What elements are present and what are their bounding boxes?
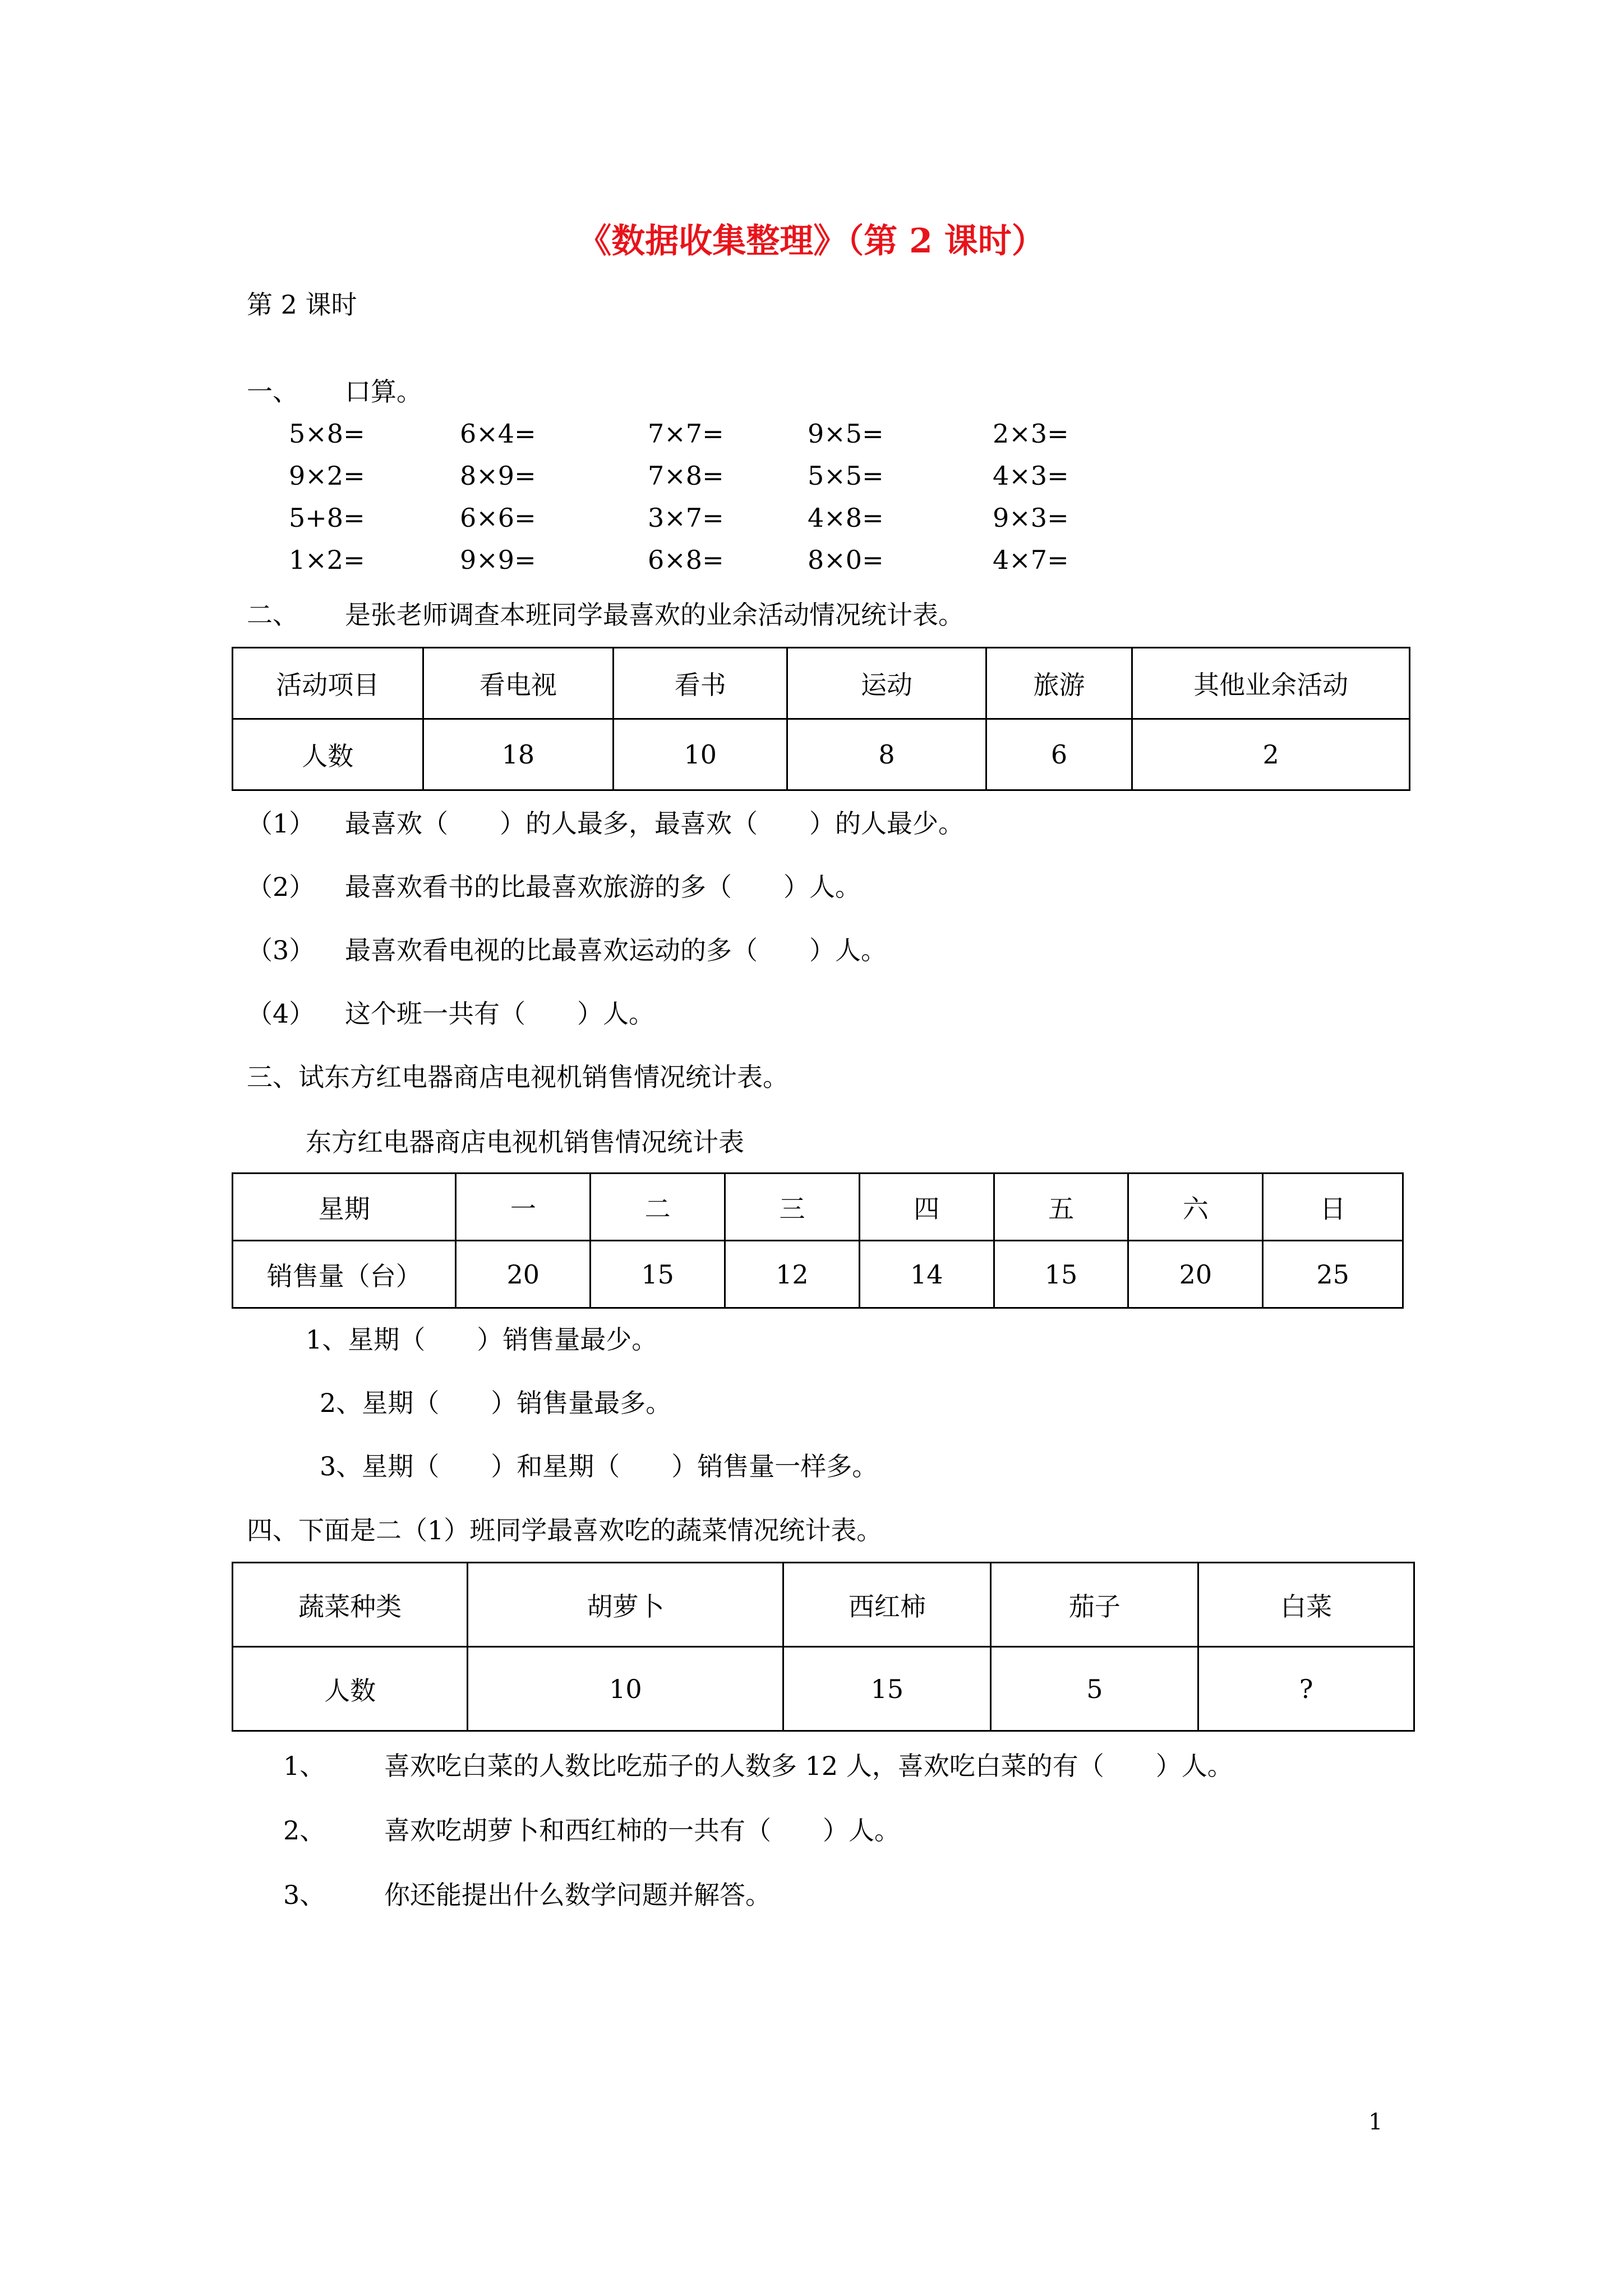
section2-number: 二、 (247, 600, 298, 630)
lesson-label: 第 2 课时 (247, 289, 357, 320)
table-cell: 25 (1263, 1241, 1403, 1308)
question-text: 这个班一共有（ ）人。 (345, 999, 654, 1029)
table-cell: 人数 (233, 719, 423, 790)
problem: 8×0= (808, 545, 884, 575)
problem: 4×8= (808, 503, 884, 533)
question-number: 1、 (283, 1751, 326, 1781)
question-number: （3） (247, 935, 315, 965)
table-cell: 10 (614, 719, 787, 790)
table-header-cell: 胡萝卜 (468, 1563, 783, 1647)
table-header-cell: 西红柿 (783, 1563, 991, 1647)
section1-heading: 口算。 (345, 376, 422, 407)
table-header-cell: 四 (859, 1174, 994, 1241)
problem: 6×4= (460, 418, 536, 449)
table-cell: 15 (591, 1241, 725, 1308)
problem: 7×8= (648, 461, 724, 491)
table-header-cell: 其他业余活动 (1132, 648, 1410, 719)
question-text: 最喜欢（ ）的人最多，最喜欢（ ）的人最少。 (345, 808, 964, 839)
problem: 8×9= (460, 461, 536, 491)
question-number: 2、 (283, 1815, 326, 1846)
question-text: 最喜欢看书的比最喜欢旅游的多（ ）人。 (345, 872, 861, 902)
problem: 5×8= (289, 418, 365, 449)
problem: 4×3= (993, 461, 1069, 491)
question-number: 3、 (283, 1880, 326, 1910)
section2-heading: 是张老师调查本班同学最喜欢的业余活动情况统计表。 (345, 600, 964, 630)
question-text: 你还能提出什么数学问题并解答。 (384, 1880, 771, 1910)
table-cell: 20 (456, 1241, 591, 1308)
question-number: （1） (247, 808, 315, 839)
table-cell: 15 (994, 1241, 1128, 1308)
page-title: 《数据收集整理》（第 2 课时） (578, 222, 1045, 261)
problem: 5×5= (808, 461, 884, 491)
table-cell: 销售量（台） (233, 1241, 456, 1308)
table-cell: ? (1198, 1647, 1414, 1731)
table-header-cell: 看书 (614, 648, 787, 719)
problem: 9×3= (993, 503, 1069, 533)
table-header-cell: 旅游 (986, 648, 1132, 719)
problem: 5+8= (289, 503, 365, 533)
question-text: 最喜欢看电视的比最喜欢运动的多（ ）人。 (345, 935, 887, 965)
table-header-cell: 茄子 (991, 1563, 1198, 1647)
table-cell: 18 (423, 719, 614, 790)
problem: 4×7= (993, 545, 1069, 575)
table-cell: 20 (1128, 1241, 1263, 1308)
table-header-cell: 运动 (787, 648, 986, 719)
section1-number: 一、 (247, 376, 298, 407)
problem: 9×5= (808, 418, 884, 449)
table-header-cell: 白菜 (1198, 1563, 1414, 1647)
question-text: 喜欢吃白菜的人数比吃茄子的人数多 12 人，喜欢吃白菜的有（ ）人。 (384, 1751, 1233, 1781)
problem: 6×8= (648, 545, 724, 575)
problem: 9×9= (460, 545, 536, 575)
section3-heading: 三、试东方红电器商店电视机销售情况统计表。 (247, 1062, 789, 1092)
table-cell: 6 (986, 719, 1132, 790)
tv-sales-table (232, 1172, 1404, 1309)
problem: 2×3= (993, 418, 1069, 449)
vegetable-table (232, 1562, 1415, 1732)
activity-table (232, 647, 1410, 791)
table-header-cell: 一 (456, 1174, 591, 1241)
table-cell: 10 (468, 1647, 783, 1731)
problem: 1×2= (289, 545, 365, 575)
table-cell: 人数 (233, 1647, 468, 1731)
table-cell: 2 (1132, 719, 1410, 790)
question-number: （4） (247, 999, 315, 1029)
question-number: （2） (247, 872, 315, 902)
question-text: 3、星期（ ）和星期（ ）销售量一样多。 (320, 1451, 878, 1481)
table-header-cell: 三 (725, 1174, 860, 1241)
table-cell: 12 (725, 1241, 860, 1308)
table-cell: 14 (859, 1241, 994, 1308)
table-header-cell: 二 (591, 1174, 725, 1241)
table-header-cell: 星期 (233, 1174, 456, 1241)
problem: 9×2= (289, 461, 365, 491)
question-text: 1、星期（ ）销售量最少。 (306, 1324, 658, 1355)
problem: 7×7= (648, 418, 724, 449)
table-header-cell: 日 (1263, 1174, 1403, 1241)
problem: 3×7= (648, 503, 724, 533)
section4-heading: 四、下面是二（1）班同学最喜欢吃的蔬菜情况统计表。 (247, 1515, 883, 1545)
page-number: 1 (1368, 2109, 1383, 2135)
table-cell: 5 (991, 1647, 1198, 1731)
table-header-cell: 蔬菜种类 (233, 1563, 468, 1647)
table-header-cell: 看电视 (423, 648, 614, 719)
question-text: 2、星期（ ）销售量最多。 (320, 1388, 672, 1418)
problem: 6×6= (460, 503, 536, 533)
table-header-cell: 活动项目 (233, 648, 423, 719)
table-header-cell: 六 (1128, 1174, 1263, 1241)
table-cell: 15 (783, 1647, 991, 1731)
table-header-cell: 五 (994, 1174, 1128, 1241)
question-text: 喜欢吃胡萝卜和西红柿的一共有（ ）人。 (384, 1815, 900, 1846)
table-caption: 东方红电器商店电视机销售情况统计表 (306, 1127, 744, 1157)
table-cell: 8 (787, 719, 986, 790)
